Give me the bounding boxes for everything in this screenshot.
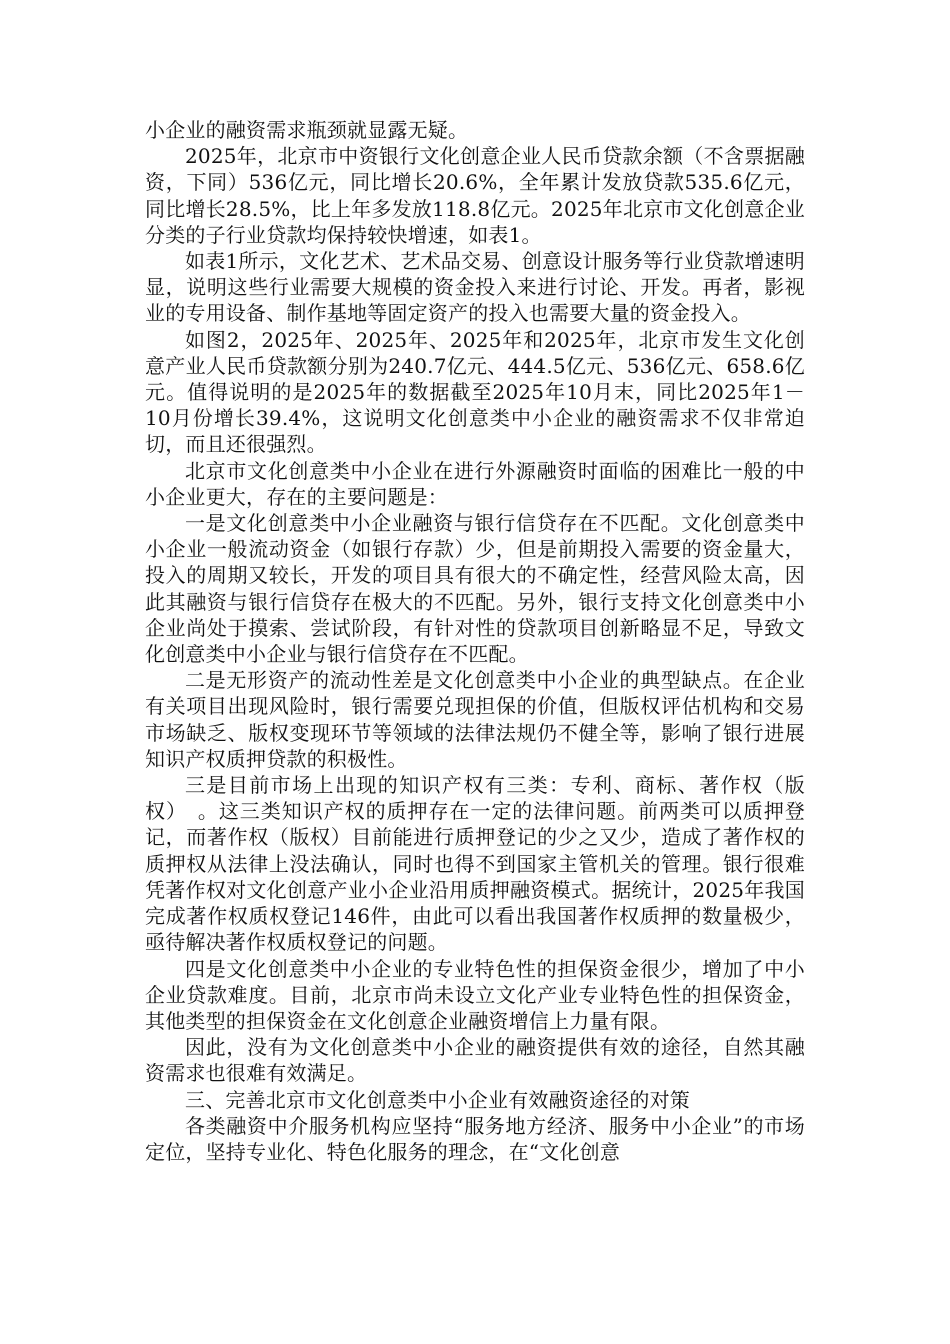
paragraph: 小企业的融资需求瓶颈就显露无疑。 — [145, 118, 469, 142]
section-heading: 三、完善北京市文化创意类中小企业有效融资途径的对策 — [185, 1087, 690, 1112]
paragraph: 北京市文化创意类中小企业在进行外源融资时面临的困难比一般的中小企业更大，存在的主要问题是： — [145, 458, 805, 509]
paragraph: 二是无形资产的流动性差是文化创意类中小企业的典型缺点。在企业有关项目出现风险时，银行需要兑现担保的价值，但版权评估机构和交易市场缺乏、版权变现环节等领域的法律法规仍不健全等，影响了银行进展知识产权质押贷款的积极性。 — [145, 668, 805, 771]
paragraph: 三是目前市场上出现的知识产权有三类：专利、商标、著作权（版权） 。这三类知识产权的质押存在一定的法律问题。前两类可以质押登记，而著作权（版权）目前能进行质押登记的少之又少，造成了著作权的质押权从法律上没法确认，同时也得不到国家主管机关的管理。银行很难凭著作权对文化创意产业小企业沿用质押融资模式。据统计，2025年我国完成著作权质权登记146件，由此可以看出我国著作权质押的数量极少，亟待解决著作权质权登记的问题。 — [145, 773, 805, 955]
document-body — [145, 117, 805, 1165]
paragraph: 四是文化创意类中小企业的专业特色性的担保资金很少，增加了中小企业贷款难度。目前，北京市尚未设立文化产业专业特色性的担保资金，其他类型的担保资金在文化创意企业融资增信上力量有限。 — [145, 956, 805, 1033]
paragraph: 如图2，2025年、2025年、2025年和2025年，北京市发生文化创意产业人民币贷款额分别为240.7亿元、444.5亿元、536亿元、658.6亿元。值得说明的是2025年的数据截至2025年10月末，同比2025年1－10月份增长39.4%，这说明文化创意类中小企业的融资需求不仅非常迫切，而且还很强烈。 — [145, 327, 805, 457]
paragraph: 因此，没有为文化创意类中小企业的融资提供有效的途径，自然其融资需求也很难有效满足。 — [145, 1035, 805, 1086]
paragraph: 一是文化创意类中小企业融资与银行信贷存在不匹配。文化创意类中小企业一般流动资金（如银行存款）少，但是前期投入需要的资金量大，投入的周期又较长，开发的项目具有很大的不确定性，经营风险太高，因此其融资与银行信贷存在极大的不匹配。另外，银行支持文化创意类中小企业尚处于摸索、尝试阶段，有针对性的贷款项目创新略显不足，导致文化创意类中小企业与银行信贷存在不匹配。 — [145, 511, 805, 667]
paragraph: 如表1所示，文化艺术、艺术品交易、创意设计服务等行业贷款增速明显，说明这些行业需要大规模的资金投入来进行讨论、开发。再者，影视业的专用设备、制作基地等固定资产的投入也需要大量的资金投入。 — [145, 249, 805, 326]
paragraph: 2025年，北京市中资银行文化创意企业人民币贷款余额（不含票据融资，下同）536亿元，同比增长20.6%，全年累计发放贷款535.6亿元，同比增长28.5%，比上年多发放118.8亿元。2025年北京市文化创意企业分类的子行业贷款均保持较快增速，如表1。 — [145, 144, 805, 247]
paragraph: 各类融资中介服务机构应坚持“服务地方经济、服务中小企业”的市场定位，坚持专业化、特色化服务的理念，在“文化创意 — [145, 1113, 805, 1164]
